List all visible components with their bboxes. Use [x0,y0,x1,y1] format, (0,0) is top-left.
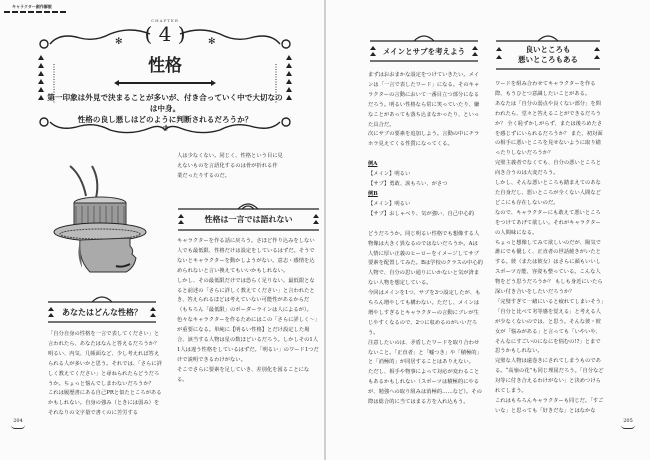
paragraph: しかし、その最低限だけでは恐らく足りない。最低限となると前述の「さらに詳しく教えてください」と言われたとき、答えられるほどは考えていない可能性があるからだ（もちろん「最低限」のボーダーラインは人によるが）。 [177,277,315,314]
text-line: 業だったりするのだ。 [177,172,230,179]
svg-text:✻: ✻ [208,37,216,47]
section-heading-your-personality [46,294,158,330]
section-title [494,45,602,65]
paragraph: キャラクターを作る話に戻ろう。さほど作り込みをしない人でも最低限、性格だけは設定をしているはずだ。そうでないとキャラクターを動かしようがない。意志・感情を込められないと言い換えてもいいかもしれない。 [177,238,315,274]
section-title-line: 良いところも [525,45,571,54]
page-number-left [8,418,28,429]
chapter-lead [44,92,286,125]
page-number: 204 [13,418,23,424]
hat-man-icon [50,158,150,276]
running-head [4,4,66,13]
page-number: 205 [623,418,633,424]
paragraph: 「自分自身の性格を一言で表してください」と言われたら、あなたはなんと答えるだろうか？ 明るい、内気、几帳面など、少し考えれば答えられる人が多いかと思う。それでは、「さらに詳しく教えてください」と尋ねられたらどうだろうか。ちょっと悩んでしまわないだろうか？ [48,331,162,387]
folio-ornament-icon [11,425,25,429]
paragraph: どうだろうか。同じ明るい性格でも想像する人物像は大きく異なるのではないだろうか。Aは人情に厚い正義のヒーローをイメージしてサブ要素を配置してみた。Bは学校のクラスの中心的人物で、自分の思い通りにいかないと気が済まない人物を想定している。 [368,230,483,287]
example-sub: 【サブ】おしゃべり、気が強い、自己中心的 [368,210,474,217]
chapter-title: 性格 [148,56,182,76]
example-main: 【メイン】明るい [368,171,411,178]
paragraph: 「完璧すぎて一緒にいると疲れてしまいそう」「自分と比べて劣等感を覚える」と考える人が少なくないのでは、と思う。そんな彼・彼女が「悩みがある」と言っても「いやいや、そんなにすごいのになにを悩むの!?」とまで思うかもしれない。 [495,298,604,355]
section-heading-good-bad [494,33,602,75]
paragraph: 色々なキャラクターを作るためにはこの「さらに詳しく〜」が重要になる。単純に【明るい性格】とだけ設定した場合、該当する人物は星の数ほどいるだろう。しかしその1人1人は違う性格をしているはずだ。「明るい」のワード1つだけで説明できるわけがない。 [177,317,319,363]
paragraph: 今回はメインを1つ、サブを3つ設定したが、もちろん増やしても構わない。ただし、メインは増やしすぎるとキャラクターの言動にブレが生じやすくなるので、2つに収めるのがいいだろう。 [368,290,481,336]
example-sub: 【サブ】勇敢、涙もろい、がさつ [368,181,448,188]
example-label: 例B [368,190,378,197]
paragraph: 完璧な人物は遠巻きにされてしまうものである。“高嶺の花”も同じ理屈だろう。「自分など対等に付き合えるわけがない」と決めつけられてしまう。 [495,358,604,395]
section-body-main-sub [368,71,483,408]
example-label: 例A [368,161,378,168]
right-page [326,0,650,460]
paragraph: なので、キャラクターにも敢えて悪いところをつけてあげて欲しい。それがキャラクターの人間味になる。 [495,209,601,236]
chapter-header [30,14,300,134]
running-head-text: キャラクター創作解説 [12,4,52,9]
svg-text:✻: ✻ [115,37,123,47]
section-heading-main-sub [368,33,480,69]
paragraph: まずはおおまかな設定をつけていきたい。メインは「一言で表したワード」になる。そのキャラクターの言動において一番目立つ部分になるだろう。明るい性格なら常に笑っていたり、嫌なことがあっても落ち込まなかったり、といった具合だ。 [368,72,480,128]
section-body-good-bad [495,80,605,417]
paragraph: これは履歴書にある自己PRと似たところがあるかもしれない。自身の強み（ときには弱み）をそれなりの文字量で書くのに苦労する [48,390,162,417]
section-body-personality [177,237,319,386]
section-title-line: 悪いところもある [518,55,578,64]
paragraph: 次にサブの要素を追加しよう。言動の中にチラホラ見えてくる性質になってくる。 [368,131,480,148]
paragraph: そこでさらに要素を足していき、差別化を図ることになる。 [177,366,310,383]
paragraph: ワードを組み合わせてキャラクターを作る際、もうひとつ意識したいことがある。 [495,81,596,97]
hat-man-illustration [50,158,150,276]
section-body-your-personality [48,330,163,419]
svg-text:⚜: ⚜ [162,124,171,134]
chapter-lead-line: 性格の良し悪しはどのように判断されるだろうか？ [77,115,253,124]
paragraph: 完璧主義者でなくても、自分の悪いところと向き合うのは大変だろう。 [495,160,601,177]
section-heading-personality [176,200,321,236]
text-line: えないものを言語化するのは骨が折れる作 [177,162,278,169]
page-number-right [618,418,638,429]
paragraph: しかし、そんな悪いところも踏まえてのあなた自身だし、悪いところが全くない人間などどこにも存在しないのだ。 [495,180,601,206]
section-title: 性格は一言では語れない [204,215,293,224]
running-head-rule [4,11,66,13]
left-page [0,0,324,460]
paragraph: あなたは「自分の弱点や良くない部分」を問われたら、堂々と答えることができるだろうか？ 全く恥ずかしがらず、または後ろめたさを感じずにいられるだろうか？ また、初対面の相手に悪いところを見せないように取り繕ったりしないだろうか？ [495,100,603,157]
chapter-number: ( 4 ) [144,22,186,46]
section-title: あなたはどんな性格？ [62,308,142,317]
folio-ornament-icon [621,425,635,429]
chapter-lead-line: 第一印象は外見で決まることが多いが、付き合っていく中で大切なのは中身。 [47,93,283,113]
intro-text [177,152,319,182]
example-main: 【メイン】明るい [368,200,411,207]
paragraph: これはもちろんキャラクターも同じだ。「すごいな」と思っても「好きだな」とはなかな [495,398,604,414]
text-line: 人は少なくない。同じく、性格という目に見 [177,153,283,159]
chapter-label: CHAPTER [151,18,179,23]
paragraph: 注意したいのは、矛盾したワードを取り合わせないこと。「正直者」と「嘘つき」や「積極的」と「消極的」が同居することはありえない。 [368,339,482,366]
section-title: メインとサブを考えよう [382,47,466,56]
paragraph: ただし、相手や物事によって対応が変わることもあるかもしれない（スポーツは積極的にやるが、勉強への取り組みは消極的……など）。その際は総合的に当てはまる方を入れ込もう。 [368,369,482,406]
paragraph: ちょっと想像してみて欲しいのだが、陽気で誰にでも優しく、正直者の世話焼きがいたとする。彼（または彼女）はさらに顔もいいしスポーツ万能、容姿も整っている。こんな人物をどう思うだろうか？ もしも身近にいたら深い付き合いをしたいだろうか？ [495,239,603,296]
